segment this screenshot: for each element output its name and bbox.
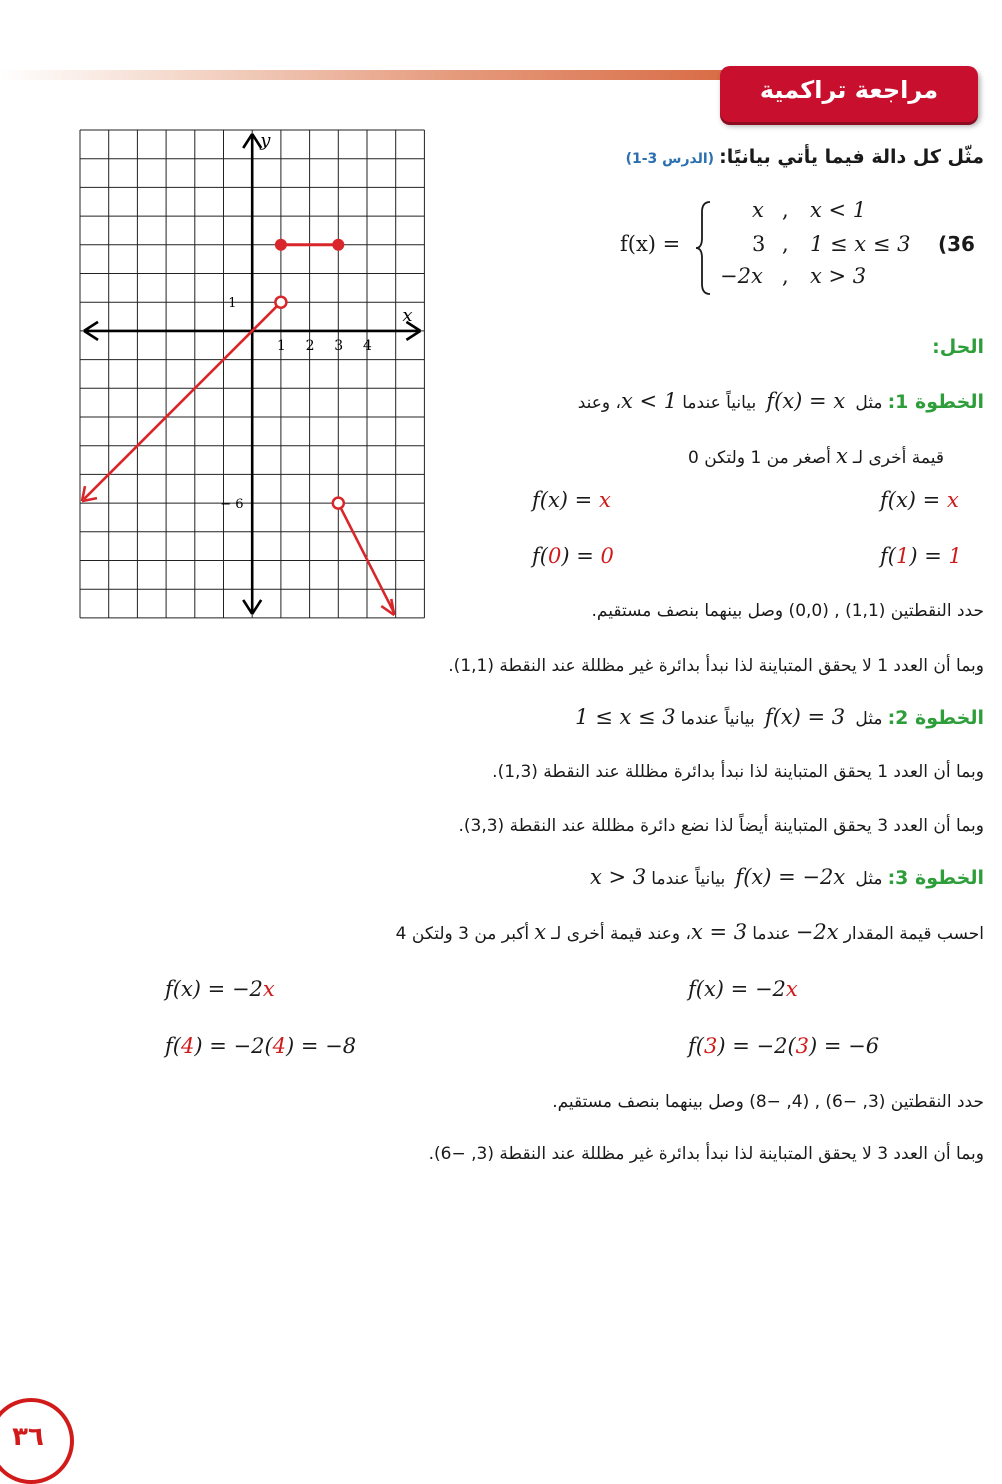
- step1-line2-b: أصغر من 1 ولتكن 0: [687, 448, 831, 468]
- step1-eqB2: f(0) = 0: [532, 544, 614, 568]
- step2-math: f(x) = 3: [764, 705, 846, 729]
- step3-eqB2: f(4) = −2(4) = −8: [165, 1034, 357, 1058]
- step3-line2-c: ، وعند قيمة أخرى لـ: [551, 924, 691, 944]
- step3-label: الخطوة 3:: [887, 867, 984, 889]
- closed-point-1-3: [275, 239, 287, 251]
- step1-text-b: بيانياً عندما: [682, 393, 757, 413]
- function-graph: [78, 128, 428, 638]
- y-tick-label-neg6: − 6: [220, 497, 244, 513]
- step3-text-a: مثل: [855, 869, 883, 889]
- step3-line2-x: x: [534, 920, 547, 944]
- step2-text-a: مثل: [855, 709, 883, 729]
- page-number: ٣٦: [12, 1422, 44, 1452]
- step2-text-b: بيانياً عندما: [680, 709, 755, 729]
- case3-expr: −2x: [720, 264, 763, 288]
- step3-math: f(x) = −2x: [735, 865, 846, 889]
- left-brace: [694, 200, 714, 296]
- case2-expr: 3: [752, 232, 766, 256]
- ray-segment-3: [338, 503, 394, 613]
- instruction: [626, 146, 984, 168]
- highlighted-value: x: [785, 977, 798, 1001]
- x-tick-label: 2: [305, 337, 315, 354]
- step3-line3: حدد النقطتين (3, −6) , (4, −8) وصل بينهما بنصف مستقيم.: [552, 1092, 984, 1112]
- problem-lhs: f(x) =: [620, 232, 681, 256]
- lesson-reference: (الدرس 3-1): [625, 151, 715, 167]
- header-gradient-bar: [0, 70, 760, 80]
- instruction-text: مثّل كل دالة فيما يأتي بيانيًا:: [719, 146, 984, 168]
- graph-axes: [84, 130, 420, 614]
- step3-line2-expr: −2x: [795, 920, 839, 944]
- step1-line2-x: x: [835, 444, 848, 468]
- step1-math: f(x) = x: [766, 389, 846, 413]
- step1-text-a: مثل: [855, 393, 883, 413]
- step3-line1: [590, 865, 984, 889]
- highlighted-value: 0: [600, 544, 614, 568]
- x-tick-label: 4: [363, 337, 372, 354]
- highlighted-value: 3: [703, 1034, 718, 1058]
- highlighted-value: 1: [895, 544, 910, 568]
- step2-line1: [575, 705, 984, 729]
- step1-line1: [578, 389, 984, 413]
- step3-line2-b: عندما: [752, 924, 791, 944]
- open-point-3-neg6: [333, 498, 344, 509]
- case1-expr: x: [752, 198, 764, 222]
- step1-eqB1: f(x) = x: [532, 488, 611, 512]
- problem-36: [620, 198, 990, 298]
- case2-sep: ,: [782, 232, 789, 256]
- case1-cond: x < 1: [810, 198, 867, 222]
- step3-line2-cond: x = 3: [690, 920, 748, 944]
- highlighted-value: x: [262, 977, 275, 1001]
- x-tick-label: 3: [334, 337, 344, 354]
- step1-text-c: ، وعند: [577, 393, 621, 413]
- step2-label: الخطوة 2:: [887, 707, 984, 729]
- highlighted-value: x: [598, 488, 611, 512]
- step3-line4: وبما أن العدد 3 لا يحقق المتباينة لذا نبدأ بدائرة غير مظللة عند النقطة (3, −6).: [428, 1144, 984, 1164]
- highlighted-value: 3: [795, 1034, 810, 1058]
- step3-eqB1: f(x) = −2x: [165, 977, 275, 1001]
- step1-line3: حدد النقطتين (1,1) , (0,0) وصل بينهما بنصف مستقيم.: [591, 601, 984, 621]
- highlighted-value: 1: [948, 544, 962, 568]
- step3-eqA1: f(x) = −2x: [688, 977, 798, 1001]
- open-point-1-1: [275, 297, 286, 308]
- case3-cond: x > 3: [810, 264, 867, 288]
- step1-line2-a: قيمة أخرى لـ: [852, 448, 944, 468]
- step1-label: الخطوة 1:: [887, 391, 984, 413]
- step3-line2: [396, 920, 984, 944]
- step3-eqA2: f(3) = −2(3) = −6: [688, 1034, 880, 1058]
- solution-label: الحل:: [932, 336, 984, 358]
- step2-line3: وبما أن العدد 3 يحقق المتباينة أيضاً لذا نضع دائرة مظللة عند النقطة (3,3).: [458, 816, 984, 836]
- step1-eqA1: f(x) = x: [880, 488, 959, 512]
- step1-cond: x < 1: [620, 389, 678, 413]
- highlighted-value: x: [946, 488, 959, 512]
- highlighted-value: 4: [180, 1034, 195, 1058]
- highlighted-value: 0: [547, 544, 562, 568]
- case1-sep: ,: [782, 198, 789, 222]
- graph-plot: [82, 239, 394, 615]
- step2-line2: وبما أن العدد 1 يحقق المتباينة لذا نبدأ بدائرة مظللة عند النقطة (1,3).: [492, 762, 984, 782]
- step3-line2-d: أكبر من 3 ولتكن 4: [395, 924, 530, 944]
- step3-text-b: بيانياً عندما: [651, 869, 726, 889]
- x-axis-label: x: [402, 304, 413, 326]
- case3-sep: ,: [782, 264, 789, 288]
- step3-line2-a: احسب قيمة المقدار: [843, 924, 984, 944]
- step1-line2: [688, 444, 944, 468]
- step1-line4: وبما أن العدد 1 لا يحقق المتباينة لذا نبدأ بدائرة غير مظللة عند النقطة (1,1).: [448, 656, 984, 676]
- x-tick-label: 1: [276, 337, 286, 354]
- closed-point-3-3: [332, 239, 344, 251]
- y-tick-label-1: 1: [228, 296, 237, 312]
- case2-cond: 1 ≤ x ≤ 3: [810, 232, 911, 256]
- step3-cond: x > 3: [590, 865, 647, 889]
- highlighted-value: 4: [272, 1034, 287, 1058]
- step1-eqA2: f(1) = 1: [880, 544, 962, 568]
- problem-number: (36: [938, 232, 975, 256]
- section-title: مراجعة تراكمية: [759, 76, 939, 104]
- step2-cond: 1 ≤ x ≤ 3: [575, 705, 676, 729]
- y-axis-label: y: [260, 130, 271, 151]
